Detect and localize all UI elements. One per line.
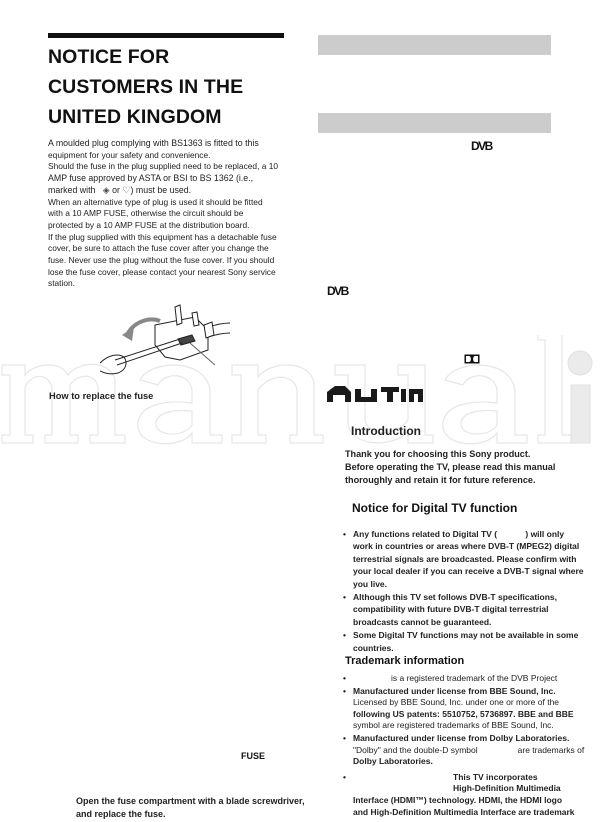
list-item-first-line: • Manufactured under license from BBE Sound, Inc. — [353, 685, 556, 696]
section-header-bar-1 — [318, 35, 551, 55]
bsi-kitemark-icon: ♡ — [122, 184, 131, 195]
para-line: cover, be sure to attach the fuse cover after you change the — [48, 243, 269, 254]
marked-with-text: marked with — [48, 184, 96, 195]
para-line: When an alternative type of plug is used it should be fitted — [48, 196, 263, 207]
digital-tv-notice-list — [343, 528, 593, 655]
para-line: A moulded plug complying with BS1363 is fitted to this — [48, 138, 259, 148]
para-line-marks — [48, 185, 308, 197]
how-to-replace-fuse-label: How to replace the fuse — [49, 391, 154, 401]
dolby-text-b: are trademarks of — [517, 744, 585, 755]
list-item-dvb — [343, 673, 600, 685]
hdmi-line-4: and High-Definition Multimedia Interface are trademark — [353, 806, 575, 817]
list-item-dolby — [343, 733, 600, 768]
list-item-first-line: • Any functions related to Digital TV ( ) will only — [353, 529, 565, 539]
hdmi-line-2: High-Definition Multimedia — [453, 783, 561, 794]
para-line: fuse. Never use the plug without the fuse cover. If you should — [48, 255, 275, 266]
para-line: Should the fuse in the plug supplied need to be replaced, a 10 — [48, 161, 279, 172]
introduction-text — [345, 448, 590, 486]
asta-mark-icon: ◈ — [102, 184, 110, 195]
list-item — [343, 629, 593, 654]
para-line: If the plug supplied with this equipment has a detachable fuse — [48, 231, 277, 242]
page-title — [48, 42, 298, 132]
hdmi-line-3: Interface (HDMI™) technology. HDMI, the HDMI logo — [353, 794, 563, 805]
instruction-line-2: and replace the fuse. — [76, 809, 166, 820]
instruction-line-1: Open the fuse compartment with a blade screwdriver, — [76, 796, 305, 806]
dolby-double-d-icon — [464, 354, 480, 364]
fuse-callout-label: FUSE — [241, 751, 266, 761]
list-item — [343, 591, 593, 628]
list-item-first-line: • Some Digital TV functions may not be available in some — [353, 630, 579, 641]
intro-line-2: Before operating the TV, please read this manual — [345, 461, 556, 472]
para-line: station. — [48, 278, 76, 289]
list-item-line: symbol are registered trademarks of BBE Sound, Inc. — [353, 720, 554, 731]
list-item-first-line: • Although this TV set follows DVB-T specifications, — [353, 592, 558, 603]
trademark-heading: Trademark information — [345, 655, 465, 667]
list-item-line: you live. — [353, 578, 388, 589]
para-line: protected by a 10 AMP FUSE at the distribution board. — [48, 219, 250, 230]
para-line: AMP fuse approved by ASTA or BSI to BS 1362 (i.e., — [48, 173, 254, 184]
title-line-2: CUSTOMERS IN THE — [48, 76, 244, 98]
list-item-line: Licensed by BBE Sound, Inc. under one or more of the — [353, 697, 560, 708]
trademark-list — [343, 673, 600, 819]
list-item-line: following US patents: 5510752, 5736897. BBE and BBE — [353, 708, 574, 719]
para-line: equipment for your safety and convenience. — [48, 149, 211, 160]
dolby-text-a: "Dolby" and the double-D symbol — [353, 744, 478, 755]
title-rule — [48, 33, 284, 38]
para-line: lose the fuse cover, please contact your nearest Sony service — [48, 266, 276, 277]
hdmi-logo-icon — [327, 383, 423, 402]
list-item-line: compatibility with future DVB-T digital terrestrial — [353, 604, 549, 615]
intro-line-3: thoroughly and retain it for future reference. — [345, 474, 536, 485]
watermark-manuali — [0, 335, 600, 445]
list-item-bbe — [343, 686, 600, 732]
section-header-bar-2 — [318, 113, 551, 133]
list-item-first-line: • Manufactured under license from Dolby Laboratories. — [353, 732, 570, 743]
list-item-line: terrestrial signals are broadcasted. Please confirm with — [353, 553, 577, 564]
intro-line-1: Thank you for choosing this Sony product. — [345, 449, 531, 459]
introduction-heading: Introduction — [351, 424, 421, 438]
uk-plug-notice-paragraph — [48, 138, 308, 290]
or-text: or — [112, 184, 120, 195]
must-be-used-text: ) must be used. — [130, 184, 192, 195]
list-item-line: broadcasts cannot be guaranteed. — [353, 616, 492, 627]
digital-tv-notice-heading: Notice for Digital TV function — [352, 501, 518, 515]
list-item-line: work in countries or areas where DVB-T (MPEG2) digital — [353, 541, 580, 552]
title-line-3: UNITED KINGDOM — [48, 106, 222, 128]
dvb-logo-icon: DVB — [471, 139, 492, 153]
list-item-line: your local dealer if you can receive a DVB-T signal where — [353, 566, 584, 577]
plug-fuse-illustration — [100, 295, 230, 375]
para-line: with a 10 AMP FUSE, otherwise the circuit should be — [48, 208, 244, 219]
title-line-1: NOTICE FOR — [48, 46, 170, 68]
hdmi-line-1: • This TV incorporates — [453, 771, 538, 782]
list-item-hdmi — [343, 772, 600, 818]
list-item — [343, 528, 593, 590]
list-item-line: countries. — [353, 642, 394, 653]
fuse-instruction — [76, 795, 336, 822]
dvb-trademark-text: is a registered trademark of the DVB Project — [391, 673, 558, 683]
list-item-line: Dolby Laboratories. — [353, 756, 433, 767]
dvb-logo-icon: DVB — [327, 284, 348, 298]
